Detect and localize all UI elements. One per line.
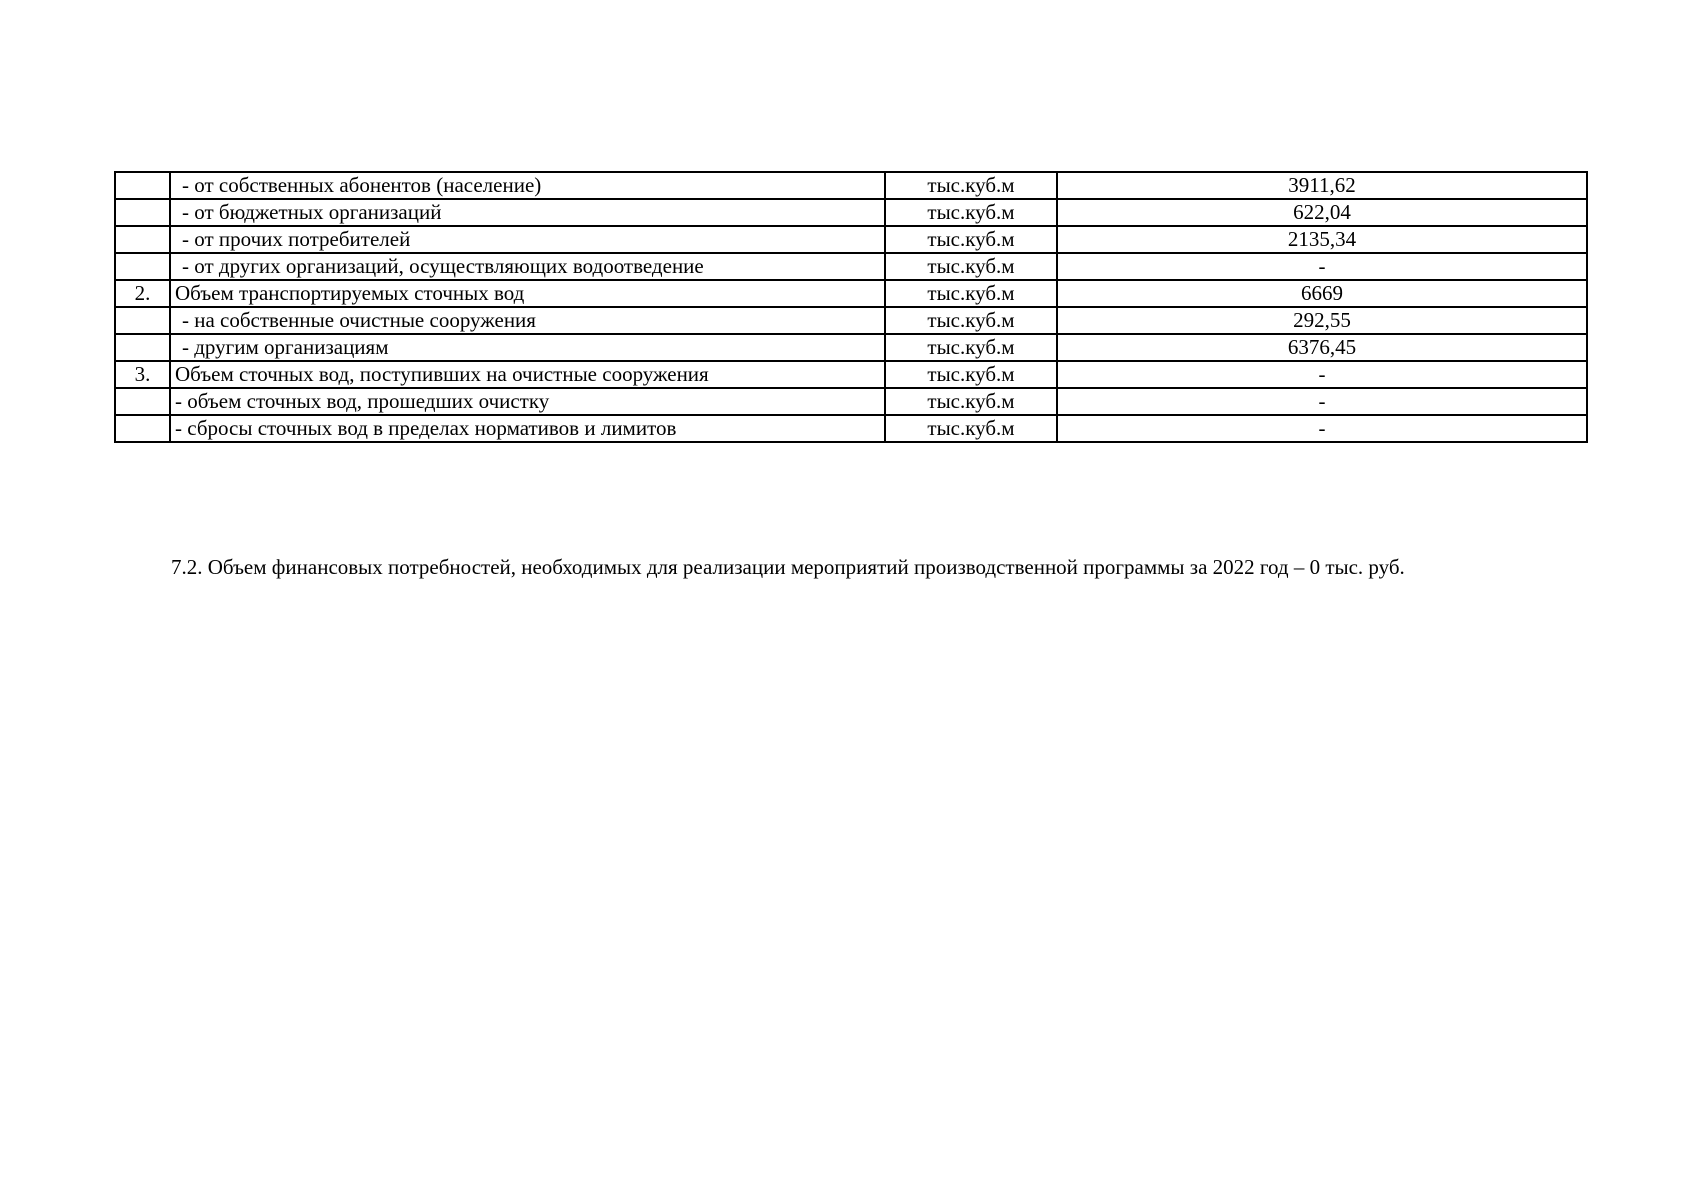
- table-row: [115, 388, 1587, 415]
- financial-needs-note: 7.2. Объем финансовых потребностей, необходимых для реализации мероприятий производственной программы за 2022 год – 0 тыс. руб.: [171, 555, 1405, 579]
- row-number-cell: [115, 226, 170, 253]
- row-unit-cell: тыс.куб.м: [885, 172, 1057, 199]
- row-number-cell: [115, 415, 170, 442]
- row-value-cell: -: [1057, 361, 1587, 388]
- row-number-cell: [115, 172, 170, 199]
- row-number-cell: [115, 199, 170, 226]
- row-value-cell: 3911,62: [1057, 172, 1587, 199]
- table-row: [115, 334, 1587, 361]
- row-unit-cell: тыс.куб.м: [885, 280, 1057, 307]
- row-name-cell: - сбросы сточных вод в пределах нормативов и лимитов: [170, 415, 885, 442]
- row-value-cell: -: [1057, 415, 1587, 442]
- row-number-cell: [115, 253, 170, 280]
- row-value-cell: -: [1057, 253, 1587, 280]
- table-row: [115, 361, 1587, 388]
- row-unit-cell: тыс.куб.м: [885, 199, 1057, 226]
- row-name-cell: - от прочих потребителей: [170, 226, 885, 253]
- row-number-cell: [115, 307, 170, 334]
- row-name-cell: - на собственные очистные сооружения: [170, 307, 885, 334]
- table-row: [115, 307, 1587, 334]
- row-number-cell: 3.: [115, 361, 170, 388]
- row-name-cell: - от других организаций, осуществляющих водоотведение: [170, 253, 885, 280]
- row-unit-cell: тыс.куб.м: [885, 415, 1057, 442]
- table-row: [115, 172, 1587, 199]
- table-row: [115, 199, 1587, 226]
- row-value-cell: 622,04: [1057, 199, 1587, 226]
- row-name-cell: Объем сточных вод, поступивших на очистные сооружения: [170, 361, 885, 388]
- row-value-cell: -: [1057, 388, 1587, 415]
- row-name-cell: - другим организациям: [170, 334, 885, 361]
- row-value-cell: 2135,34: [1057, 226, 1587, 253]
- row-unit-cell: тыс.куб.м: [885, 361, 1057, 388]
- row-name-cell: - объем сточных вод, прошедших очистку: [170, 388, 885, 415]
- row-name-cell: - от бюджетных организаций: [170, 199, 885, 226]
- table-row: [115, 280, 1587, 307]
- row-unit-cell: тыс.куб.м: [885, 253, 1057, 280]
- row-value-cell: 6376,45: [1057, 334, 1587, 361]
- row-number-cell: [115, 334, 170, 361]
- row-unit-cell: тыс.куб.м: [885, 334, 1057, 361]
- table-body: [115, 172, 1587, 442]
- wastewater-volume-table: [114, 171, 1588, 443]
- table-row: [115, 415, 1587, 442]
- row-unit-cell: тыс.куб.м: [885, 226, 1057, 253]
- table-row: [115, 226, 1587, 253]
- table-row: [115, 253, 1587, 280]
- row-value-cell: 6669: [1057, 280, 1587, 307]
- row-name-cell: Объем транспортируемых сточных вод: [170, 280, 885, 307]
- row-unit-cell: тыс.куб.м: [885, 307, 1057, 334]
- row-name-cell: - от собственных абонентов (население): [170, 172, 885, 199]
- row-unit-cell: тыс.куб.м: [885, 388, 1057, 415]
- row-number-cell: 2.: [115, 280, 170, 307]
- row-value-cell: 292,55: [1057, 307, 1587, 334]
- row-number-cell: [115, 388, 170, 415]
